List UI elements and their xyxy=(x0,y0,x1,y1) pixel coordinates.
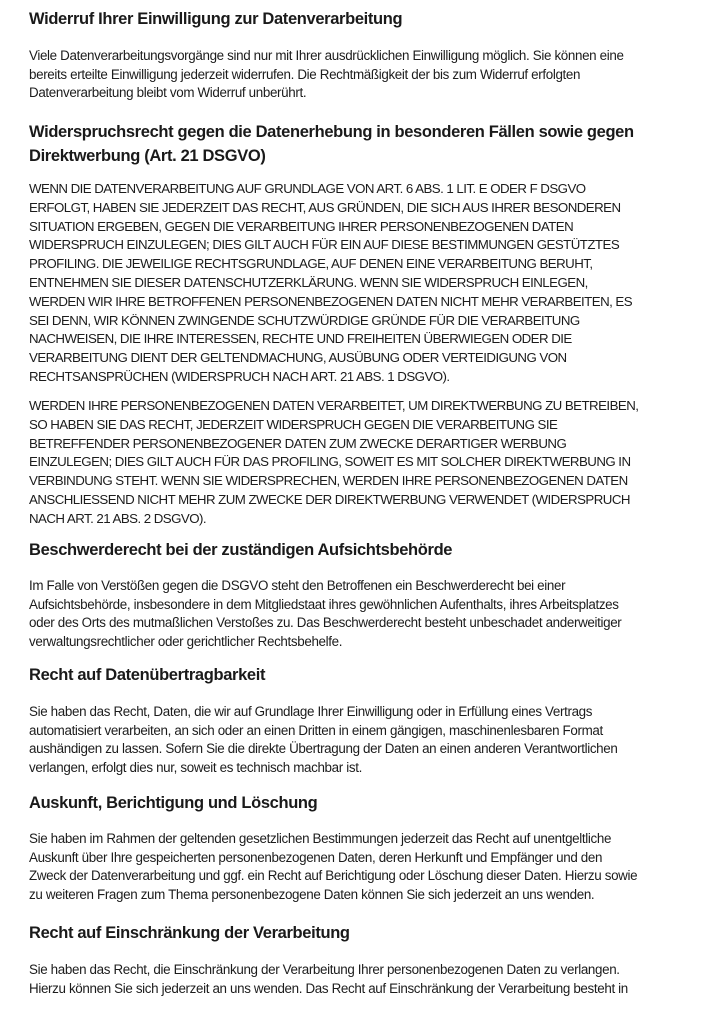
text-line: SEI DENN, WIR KÖNNEN ZWINGENDE SCHUTZWÜRDIGE GRÜNDE FÜR DIE VERARBEITUNG xyxy=(29,312,580,328)
text-line: NACHWEISEN, DIE IHRE INTERESSEN, RECHTE UND FREIHEITEN ÜBERWIEGEN ODER DIE xyxy=(29,331,572,347)
paragraph-widerruf xyxy=(29,47,624,103)
text-line: NACH ART. 21 ABS. 2 DSGVO). xyxy=(29,510,207,526)
text-line: Auskunft über Ihre gespeicherten personenbezogenen Daten, deren Herkunft und Empfänger und den xyxy=(29,849,603,865)
text-line: verlangen, erfolgt dies nur, soweit es technisch machbar ist. xyxy=(29,759,362,775)
paragraph-beschwerderecht xyxy=(29,577,621,651)
text-line: Im Falle von Verstößen gegen die DSGVO steht den Betroffenen ein Beschwerderecht bei einer xyxy=(29,578,566,593)
text-line: WERDEN IHRE PERSONENBEZOGENEN DATEN VERARBEITET, UM DIREKTWERBUNG ZU BETREIBEN, xyxy=(29,398,639,413)
heading-einschraenkung xyxy=(29,922,350,944)
text-line: EINZULEGEN; DIES GILT AUCH FÜR DAS PROFILING, SOWEIT ES MIT SOLCHER DIREKTWERBUNG IN xyxy=(29,454,631,470)
text-line: Viele Datenverarbeitungsvorgänge sind nur mit Ihrer ausdrücklichen Einwilligung möglich. Sie können eine xyxy=(29,48,624,63)
text-line: ERFOLGT, HABEN SIE JEDERZEIT DAS RECHT, AUS GRÜNDEN, DIE SICH AUS IHRER BESONDEREN xyxy=(29,199,621,215)
paragraph-widerspruch-1 xyxy=(29,180,632,387)
heading-line: Recht auf Datenübertragbarkeit xyxy=(29,666,266,684)
heading-line: Beschwerderecht bei der zuständigen Aufsichtsbehörde xyxy=(29,541,453,559)
text-line: VERARBEITUNG DIENT DER GELTENDMACHUNG, AUSÜBUNG ODER VERTEIDIGUNG VON xyxy=(29,350,567,366)
heading-widerruf xyxy=(29,8,402,30)
heading-line: Direktwerbung (Art. 21 DSGVO) xyxy=(29,147,266,165)
text-line: Datenverarbeitung bleibt vom Widerruf unberührt. xyxy=(29,85,307,101)
text-line: bereits erteilte Einwilligung jederzeit widerrufen. Die Rechtmäßigkeit der bis zum Widerruf erfolgten xyxy=(29,66,581,82)
text-line: WERDEN WIR IHRE BETROFFENEN PERSONENBEZOGENEN DATEN NICHT MEHR VERARBEITEN, ES xyxy=(29,293,633,309)
text-line: BETREFFENDER PERSONENBEZOGENER DATEN ZUM ZWECKE DERARTIGER WERBUNG xyxy=(29,435,567,451)
text-line: ANSCHLIESSEND NICHT MEHR ZUM ZWECKE DER DIREKTWERBUNG VERWENDET (WIDERSPRUCH xyxy=(29,491,630,507)
text-line: SO HABEN SIE DAS RECHT, JEDERZEIT WIDERSPRUCH GEGEN DIE VERARBEITUNG SIE xyxy=(29,416,558,432)
paragraph-auskunft xyxy=(29,830,637,904)
heading-auskunft xyxy=(29,792,317,814)
text-line: aushändigen zu lassen. Sofern Sie die direkte Übertragung der Daten an einen anderen Verantwortlichen xyxy=(29,741,618,757)
paragraph-einschraenkung xyxy=(29,961,628,998)
heading-datenuebertragbarkeit xyxy=(29,664,265,686)
text-line: Sie haben im Rahmen der geltenden gesetzlichen Bestimmungen jederzeit das Recht auf unentgeltliche xyxy=(29,831,612,846)
text-line: VERBINDUNG STEHT. WENN SIE WIDERSPRECHEN, WERDEN IHRE PERSONENBEZOGENEN DATEN xyxy=(29,473,628,489)
text-line: RECHTSANSPRÜCHEN (WIDERSPRUCH NACH ART. 21 ABS. 1 DSGVO). xyxy=(29,368,450,384)
paragraph-datenuebertragbarkeit xyxy=(29,703,617,777)
heading-line: Recht auf Einschränkung der Verarbeitung xyxy=(29,924,350,942)
heading-line: Widerruf Ihrer Einwilligung zur Datenverarbeitung xyxy=(29,10,403,28)
text-line: verwaltungsrechtlicher oder gerichtlicher Rechtsbehelfe. xyxy=(29,633,343,649)
text-line: oder des Orts des mutmaßlichen Verstoßes zu. Das Beschwerderecht besteht unbeschadet anderweitiger xyxy=(29,615,622,631)
heading-beschwerderecht xyxy=(29,539,452,561)
text-line: PROFILING. DIE JEWEILIGE RECHTSGRUNDLAGE, AUF DENEN EINE VERARBEITUNG BERUHT, xyxy=(29,256,593,272)
text-line: SITUATION ERGEBEN, GEGEN DIE VERARBEITUNG IHRER PERSONENBEZOGENEN DATEN xyxy=(29,218,574,234)
text-line: WIDERSPRUCH EINZULEGEN; DIES GILT AUCH FÜR EIN AUF DIESE BESTIMMUNGEN GESTÜTZTES xyxy=(29,237,620,253)
heading-line: Widerspruchsrecht gegen die Datenerhebung in besonderen Fällen sowie gegen xyxy=(29,123,634,141)
paragraph-widerspruch-2 xyxy=(29,397,638,529)
text-line: Hierzu können Sie sich jederzeit an uns wenden. Das Recht auf Einschränkung der Verarbeitung besteht in xyxy=(29,980,628,996)
text-line: Zweck der Datenverarbeitung und ggf. ein Recht auf Berichtigung oder Löschung dieser Daten. Hierzu sowie xyxy=(29,868,638,884)
text-line: zu weiteren Fragen zum Thema personenbezogene Daten können Sie sich jederzeit an uns wenden. xyxy=(29,886,595,902)
heading-line: Auskunft, Berichtigung und Löschung xyxy=(29,794,318,812)
text-line: WENN DIE DATENVERARBEITUNG AUF GRUNDLAGE VON ART. 6 ABS. 1 LIT. E ODER F DSGVO xyxy=(29,181,586,196)
text-line: ENTNEHMEN SIE DIESER DATENSCHUTZERKLÄRUNG. WENN SIE WIDERSPRUCH EINLEGEN, xyxy=(29,274,588,290)
text-line: Sie haben das Recht, Daten, die wir auf Grundlage Ihrer Einwilligung oder in Erfüllung eines Vertrags xyxy=(29,704,593,719)
text-line: automatisiert verarbeiten, an sich oder an einen Dritten in einem gängigen, maschinenlesbaren Format xyxy=(29,722,603,738)
text-line: Aufsichtsbehörde, insbesondere in dem Mitgliedstaat ihres gewöhnlichen Aufenthalts, ihres Arbeitsplatzes xyxy=(29,596,619,612)
text-line: Sie haben das Recht, die Einschränkung der Verarbeitung Ihrer personenbezogenen Daten zu verlangen. xyxy=(29,962,620,977)
heading-widerspruchsrecht xyxy=(29,120,634,168)
